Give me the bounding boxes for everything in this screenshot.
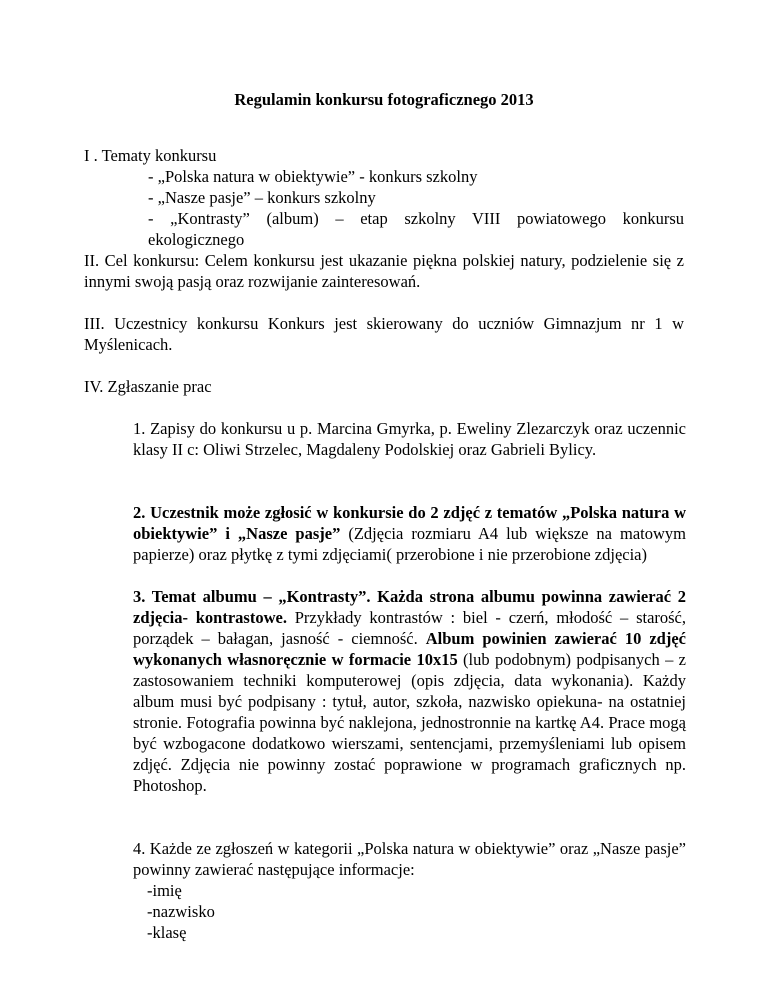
section-2-goal: II. Cel konkursu: Celem konkursu jest ukazanie piękna polskiej natury, podzielenie się z innymi swoją pasją oraz rozwijanie zainteresowań. (84, 251, 684, 291)
topic-item: - „Nasze pasje” – konkurs szkolny (148, 188, 376, 207)
topic-item: - „Kontrasty” (album) – etap szkolny VIII powiatowego konkursu ekologicznego (148, 209, 684, 249)
section-1-heading: I . Tematy konkursu (84, 146, 217, 165)
item-3-text-1: Przykłady kontrastów : biel - czerń, młodość – starość, porządek – bałagan, jasność - ciemność. (133, 608, 687, 648)
required-info-item: -klasę (147, 923, 187, 942)
section-3-participants: III. Uczestnicy konkursu Konkurs jest skierowany do uczniów Gimnazjum nr 1 w Myślenicach. (84, 314, 684, 354)
item-2-bold: 2. Uczestnik może zgłosić w konkursie do 2 zdjęć z tematów „Polska natura w obiektywie” i „Nasze pasje” (133, 503, 686, 543)
topic-item: - „Polska natura w obiektywie” - konkurs szkolny (148, 167, 478, 186)
section-1 (84, 145, 684, 250)
item-1-text: 1. Zapisy do konkursu u p. Marcina Gmyrka, p. Eweliny Zlezarczyk oraz uczennic klasy II c: Oliwi Strzelec, Magdaleny Podolskiej oraz Gabrieli Bylicy. (133, 419, 686, 459)
section-4-item-1 (133, 418, 686, 460)
item-3-bold-1: 3. Temat albumu – „Kontrasty”. Każda strona albumu powinna zawierać 2 zdjęcia- kontrastowe. (133, 587, 686, 627)
item-4-text: 4. Każde ze zgłoszeń w kategorii „Polska natura w obiektywie” oraz „Nasze pasje” powinny zawierać następujące informacje: (133, 839, 686, 879)
section-4-item-4 (133, 838, 686, 943)
topic-list (84, 166, 684, 250)
item-2-text: (Zdjęcia rozmiaru A4 lub większe na matowym papierze) oraz płytkę z tymi zdjęciami( przerobione i nie przerobione zdjęcia) (133, 524, 686, 564)
section-4-item-2 (133, 502, 686, 565)
item-3-text-2: (lub podobnym) podpisanych – z zastosowaniem techniki komputerowej (opis zdjęcia, data wykonania). Każdy album musi być podpisany : tytuł, autor, szkoła, nazwisko opiekuna- na ostatniej stronie. Fotografia powinna być naklejona, jednostronnie na kartkę A4. Prace mogą być wzbogacone dodatkowo wierszami, sentencjami, przemyśleniami lub opisem zdjęć. Zdjęcia nie powinny zostać poprawione w programach graficznych np. Photoshop. (133, 650, 686, 795)
document-title: Regulamin konkursu fotograficznego 2013 (234, 90, 534, 109)
section-4-heading: IV. Zgłaszanie prac (84, 377, 212, 396)
section-4-item-3 (133, 586, 686, 796)
required-info-list (133, 880, 686, 943)
item-3-bold-2: Album powinien zawierać 10 zdjęć wykonanych własnoręcznie w formacie 10x15 (133, 629, 686, 669)
required-info-item: -nazwisko (147, 902, 215, 921)
required-info-item: -imię (147, 881, 182, 900)
